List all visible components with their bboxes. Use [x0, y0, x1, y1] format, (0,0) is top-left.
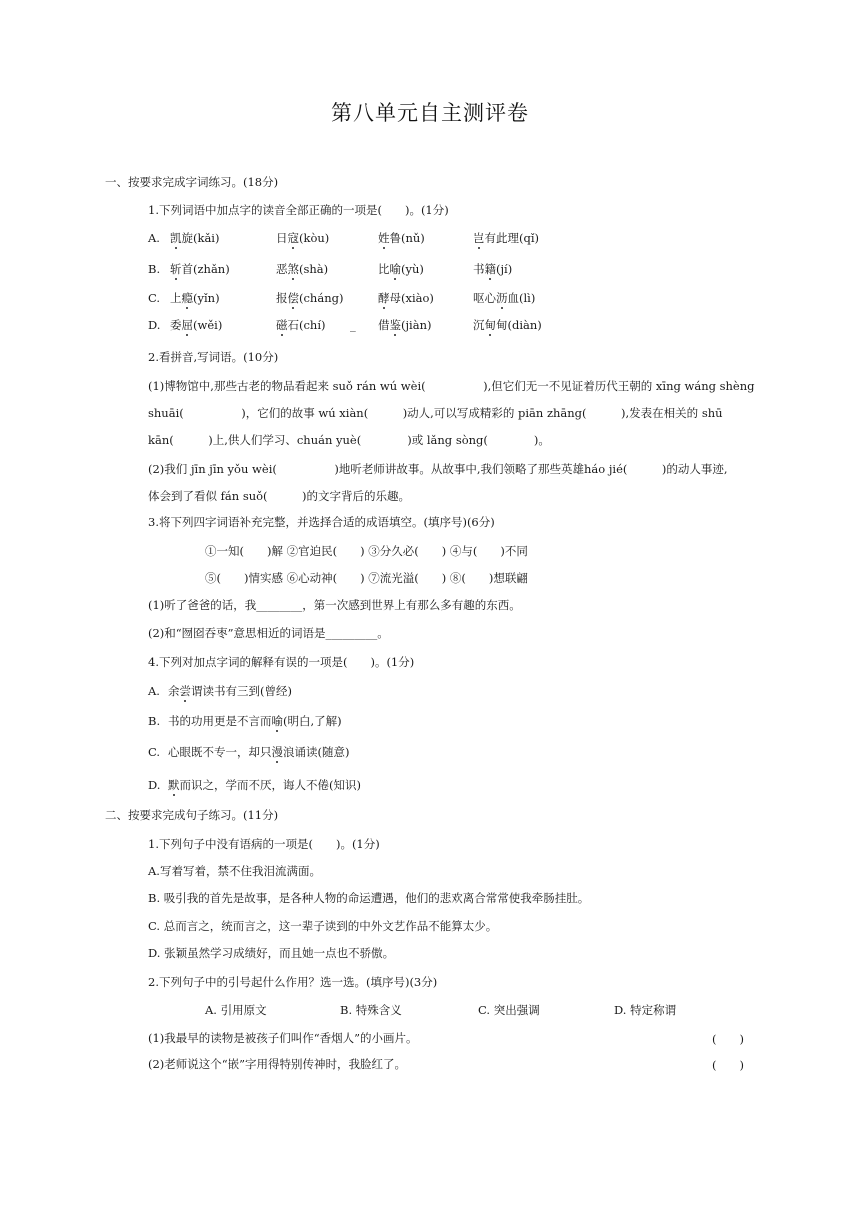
word-item: 姓鲁(nǔ) — [378, 231, 425, 245]
page-title: 第八单元自主测评卷 — [331, 101, 529, 125]
s2-q1-option-c: C. 总而言之，统而言之，这一辈子读到的中外文艺作品不能算太少。 — [148, 919, 498, 933]
q4-stem: 4.下列对加点字词的解释有误的一项是( )。(1分) — [148, 655, 415, 669]
emphasis-dot-char: 酵 — [378, 291, 390, 305]
emphasis-dot-char: 瘾 — [181, 291, 193, 305]
q2-para2-line2: 体会到了看似 fán suǒ( )的文字背后的乐趣。 — [148, 489, 411, 503]
s2-q2-stem: 2.下列句子中的引号起什么作用？选一选。(填序号)(3分) — [148, 975, 438, 989]
q2-para1-line3: kān( )上,供人们学习、chuán yuè( )或 lǎng sòng( )。 — [148, 433, 550, 447]
emphasis-dot-char: 喻 — [271, 714, 283, 728]
option-text: 默而识之，学而不厌，诲人不倦(知识) — [168, 778, 361, 792]
q2-para1-line2: shuāi( )，它们的故事 wú xiàn( )动人,可以写成精彩的 piān zhāng( ),发表在相关的 shū — [148, 406, 723, 420]
s2-q1-option-a: A.写着写着，禁不住我泪流满面。 — [148, 864, 321, 878]
word-item: 酵母(xiào) — [378, 291, 434, 305]
word-item: 比喻(yù) — [378, 262, 424, 276]
s2-q1-option-b: B. 吸引我的首先是故事，是各种人物的命运遭遇，他们的悲欢离合常常使我牵肠挂肚。 — [148, 891, 590, 905]
section-2-heading: 二、按要求完成句子练习。(11分) — [105, 808, 279, 822]
emphasis-dot-char: 籍 — [484, 262, 496, 276]
emphasis-dot-char: 斩 — [170, 262, 182, 276]
option-label: C. — [148, 291, 161, 305]
q3-stem: 3.将下列四字词语补充完整，并选择合适的成语填空。(填序号)(6分) — [148, 515, 495, 529]
emphasis-dot-char: 尝 — [179, 684, 191, 698]
emphasis-dot-char: 漫 — [271, 745, 283, 759]
option-label: A. — [148, 231, 160, 245]
q3-fill-1: (1)听了爸爸的话，我________，第一次感到世界上有那么多有趣的东西。 — [148, 598, 521, 612]
word-item: 上瘾(yǐn) — [170, 291, 220, 305]
word-item: 斩首(zhǎn) — [170, 262, 230, 276]
q2-para1-line1: (1)博物馆中,那些古老的物品看起来 suǒ rán wú wèi( ),但它们无一不见证着历代王朝的 xīng wáng shèng — [148, 379, 755, 393]
option-label: B. — [148, 262, 161, 276]
option-label: C. — [148, 745, 161, 759]
word-item: 书籍(jí) — [473, 262, 513, 276]
word-item: 凯旋(kǎi) — [170, 231, 220, 245]
emphasis-dot-char: 默 — [168, 778, 180, 792]
q3-idioms-row2: ⑤( )情实感 ⑥心动神( ) ⑦流光溢( ) ⑧( )想联翩 — [205, 571, 528, 585]
word-item: 磁石(chí) — [276, 318, 326, 332]
word-item: 岂有此理(qǐ) — [473, 231, 540, 245]
s2-q2-item-2-answer-blank[interactable]: ( ) — [712, 1058, 744, 1072]
s2-q1-option-d: D. 张颖虽然学习成绩好，而且她一点也不骄傲。 — [148, 946, 395, 960]
emphasis-dot-char: 屈 — [181, 318, 193, 332]
s2-q2-item-1-answer-blank[interactable]: ( ) — [712, 1032, 744, 1046]
option-label: D. — [148, 778, 161, 792]
emphasis-dot-char: 偿 — [287, 291, 299, 305]
emphasis-dot-char: 甸 — [484, 318, 496, 332]
q2-stem: 2.看拼音,写词语。(10分) — [148, 350, 279, 364]
s2-q1-stem: 1.下列句子中没有语病的一项是( )。(1分) — [148, 837, 380, 851]
s2-q2-choice-a: A. 引用原文 — [205, 1003, 267, 1017]
emphasis-dot-char: 沥 — [496, 291, 508, 305]
word-item: 委屈(wěi) — [170, 318, 223, 332]
stray-mark: _ — [350, 318, 356, 332]
s2-q2-choice-b: B. 特殊含义 — [340, 1003, 402, 1017]
q2-para2-line1: (2)我们 jīn jīn yǒu wèi( )地听老师讲故事。从故事中,我们领略了那些英雄háo jié( )的动人事迹, — [148, 462, 728, 476]
emphasis-dot-char: 寇 — [287, 231, 299, 245]
option-text: 余尝谓读书有三到(曾经) — [168, 684, 292, 698]
s2-q2-choice-c: C. 突出强调 — [478, 1003, 540, 1017]
word-item: 日寇(kòu) — [276, 231, 330, 245]
word-item: 呕心沥血(lì) — [473, 291, 536, 305]
word-item: 恶煞(shà) — [276, 262, 329, 276]
emphasis-dot-char: 凯 — [170, 231, 182, 245]
emphasis-dot-char: 岂 — [473, 231, 485, 245]
s2-q2-item-1: (1)我最早的读物是被孩子们叫作“香烟人”的小画片。 — [148, 1031, 418, 1045]
emphasis-dot-char: 磁 — [276, 318, 288, 332]
s2-q2-choice-d: D. 特定称谓 — [614, 1003, 677, 1017]
emphasis-dot-char: 姓 — [378, 231, 390, 245]
emphasis-dot-char: 喻 — [389, 262, 401, 276]
q3-idioms-row1: ①一知( )解 ②官迫民( ) ③分久必( ) ④与( )不同 — [205, 544, 528, 558]
word-item: 借鉴(jiàn) — [378, 318, 432, 332]
word-item: 沉甸甸(diàn) — [473, 318, 542, 332]
emphasis-dot-char: 煞 — [287, 262, 299, 276]
option-label: D. — [148, 318, 161, 332]
option-text: 书的功用更是不言而喻(明白,了解) — [168, 714, 342, 728]
q1-stem: 1.下列词语中加点字的读音全部正确的一项是( )。(1分) — [148, 203, 449, 217]
q3-fill-2: (2)和“囫囵吞枣”意思相近的词语是_________。 — [148, 626, 389, 640]
option-label: B. — [148, 714, 161, 728]
option-label: A. — [148, 684, 160, 698]
emphasis-dot-char: 鉴 — [389, 318, 401, 332]
option-text: 心眼既不专一，却只漫浪诵读(随意) — [168, 745, 350, 759]
section-1-heading: 一、按要求完成字词练习。(18分) — [105, 175, 279, 189]
s2-q2-item-2: (2)老师说这个“嵌”字用得特别传神时，我脸红了。 — [148, 1057, 407, 1071]
word-item: 报偿(cháng) — [276, 291, 344, 305]
